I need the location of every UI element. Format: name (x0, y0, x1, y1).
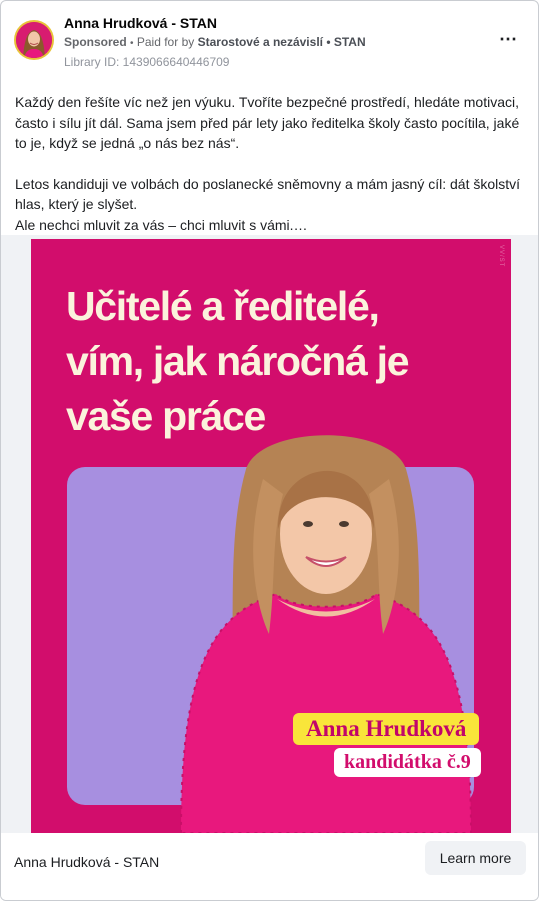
body-paragraph-2-line-2: Ale nechci mluvit za vás – chci mluvit s vámi.… (15, 216, 308, 233)
sponsored-line (64, 35, 366, 49)
body-paragraph-1: Každý den řešíte víc než jen výuku. Tvoříte bezpečné prostředí, hledáte motivaci, často i sílu jít dál. Sama jsem před pár lety jako ředitelka školy často pocítila, jaké to je, když se jedná „o nás bez nás“. (15, 94, 520, 151)
library-id: Library ID: 1439066640446709 (64, 55, 230, 69)
headline-line-1: Učitelé a ředitelé, (66, 283, 379, 329)
ad-header (1, 1, 538, 77)
separator-dot: • (130, 38, 134, 49)
sponsored-label: Sponsored (64, 35, 127, 49)
avatar-photo (16, 22, 52, 58)
ad-footer (1, 833, 538, 900)
ad-creative-image[interactable] (31, 239, 511, 833)
candidate-name-tag: Anna Hrudková (293, 713, 479, 745)
more-options-icon[interactable]: ⋯ (499, 29, 518, 49)
headline-line-3: vaše práce (66, 393, 266, 439)
page-name[interactable]: Anna Hrudková - STAN (64, 15, 217, 31)
avatar-portrait-icon (16, 22, 52, 58)
ad-body-text (15, 92, 523, 235)
page-avatar[interactable] (14, 20, 54, 60)
learn-more-button[interactable]: Learn more (425, 841, 526, 875)
body-paragraph-2-line-1: Letos kandiduji ve volbách do poslanecké sněmovny a mám jasný cíl: dát školství hlas, který je slyšet. (15, 175, 521, 212)
paid-for-by-label: Paid for by (136, 35, 195, 49)
creative-watermark: VV/ST (498, 245, 504, 268)
headline-line-2: vím, jak náročná je (66, 338, 409, 384)
candidate-number-tag: kandidátka č.9 (334, 748, 481, 777)
payer-link[interactable]: Starostové a nezávislí • STAN (197, 35, 366, 49)
footer-page-name[interactable]: Anna Hrudková - STAN (14, 854, 160, 870)
